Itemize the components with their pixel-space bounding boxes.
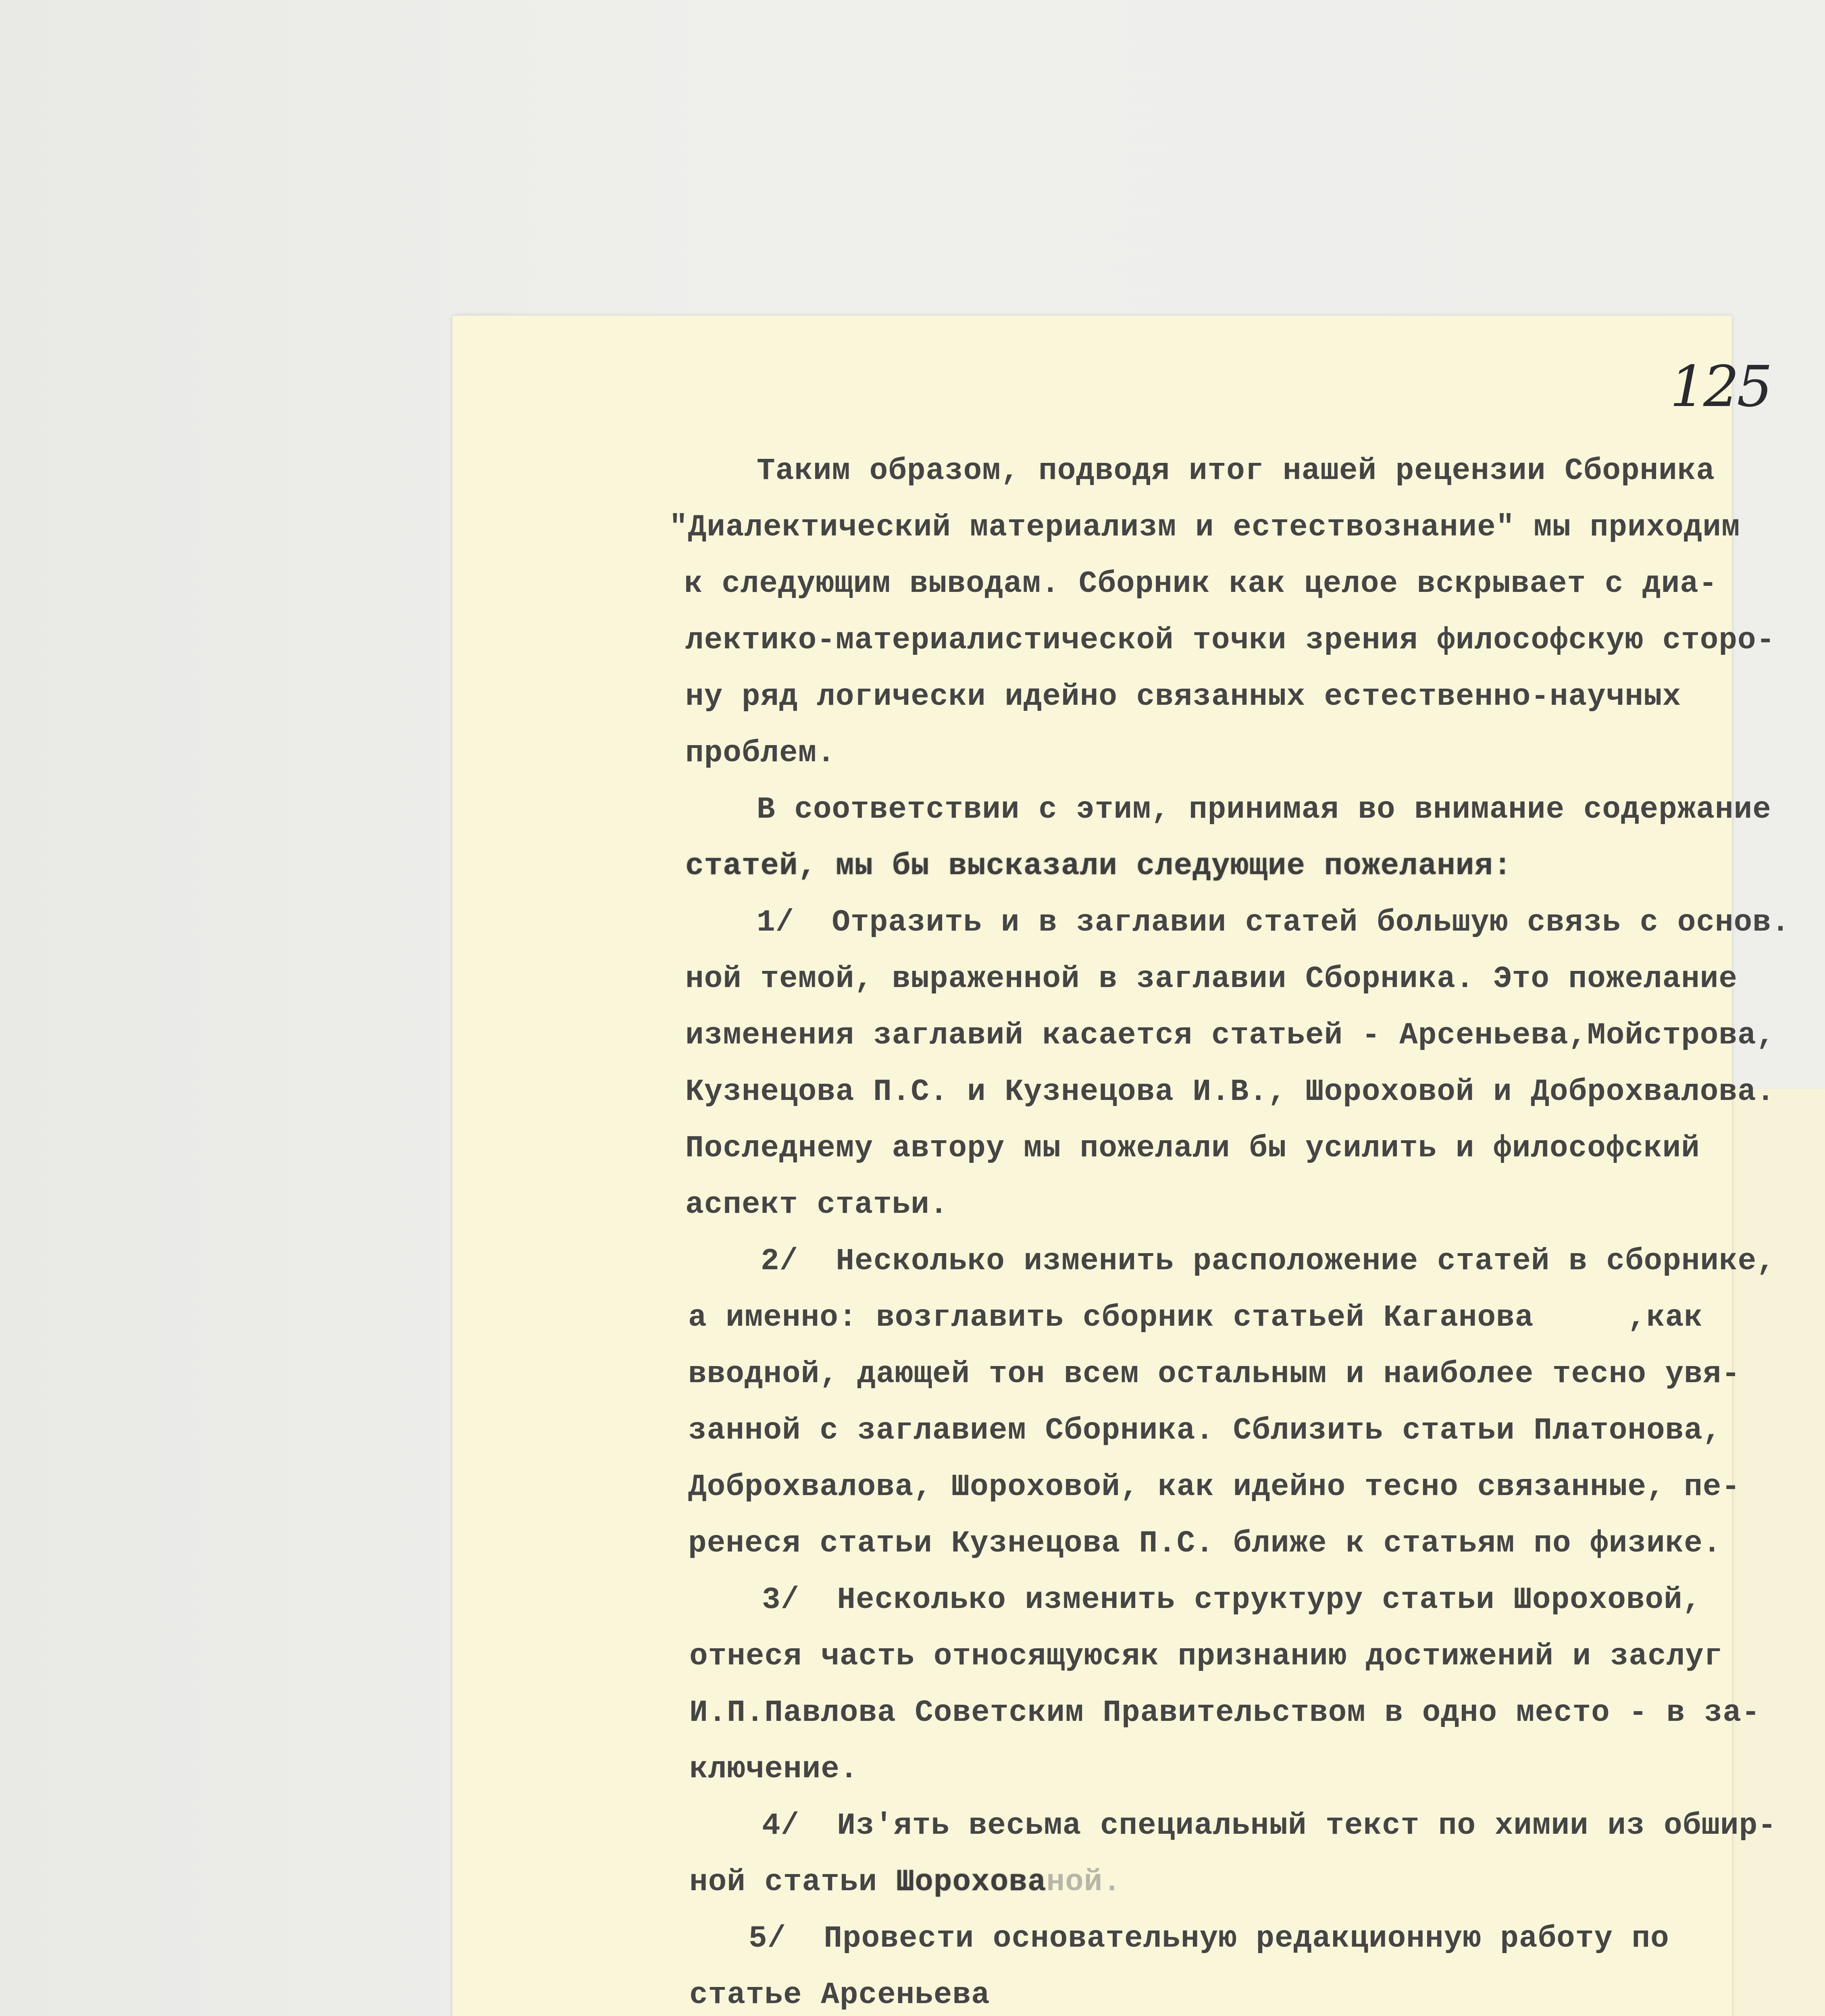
text-line: ренеся статьи Кузнецова П.С. ближе к статьям по физике.	[688, 1526, 1722, 1561]
text-line: 1/ Отразить и в заглавии статей большую связь с основ.	[757, 905, 1790, 940]
typewritten-page	[452, 316, 1790, 2016]
text-line: И.П.Павлова Советским Правительством в одно место - в за-	[689, 1695, 1760, 1730]
text-line: В соответствии с этим, принимая во внимание содержание	[757, 792, 1771, 827]
text-line: Таким образом, подводя итог нашей рецензии Сборника	[757, 454, 1715, 488]
text-line: 5/ Провести основательную редакционную работу по	[749, 1921, 1669, 1956]
overtyped-name: Шорохова	[896, 1865, 1047, 1899]
page-number: 125	[1670, 354, 1771, 420]
text-line: лектико-материалистической точки зрения философскую сторо-	[685, 623, 1775, 658]
text-fragment: ной статьи	[689, 1865, 878, 1899]
text-line: Доброхвалова, Шороховой, как идейно тесно связанные, пе-	[688, 1470, 1741, 1504]
text-line: изменения заглавий касается статьей - Арсеньева,Мойстрова,	[685, 1018, 1775, 1053]
text-line	[689, 1867, 1122, 1897]
text-line: статей, мы бы высказали следующие пожелания:	[685, 849, 1512, 883]
text-line: ну ряд логически идейно связанных естественно-научных	[685, 679, 1681, 714]
text-line: ной темой, выраженной в заглавии Сборника. Это пожелание	[685, 962, 1738, 996]
text-line: вводной, дающей тон всем остальным и наиболее тесно увя-	[688, 1357, 1741, 1391]
text-line: проблем.	[685, 736, 836, 771]
text-line: к следующим выводам. Сборник как целое вскрывает с диа-	[684, 566, 1718, 601]
text-line: ключение.	[689, 1752, 859, 1787]
text-line: 3/ Несколько изменить структуру статьи Шороховой,	[762, 1583, 1702, 1617]
text-line: 4/ Из'ять весьма специальный текст по химии из обшир-	[762, 1808, 1777, 1843]
text-line: статье Арсеньева	[689, 1978, 990, 2012]
document-body	[452, 316, 1790, 2016]
text-line: аспект статьи.	[685, 1187, 949, 1222]
text-line: а именно: возглавить сборник статьей Каганова ,как	[688, 1300, 1703, 1335]
text-line: Последнему автору мы пожелали бы усилить и философский	[685, 1131, 1700, 1166]
faded-name: ной.	[1046, 1865, 1122, 1899]
underlying-sheet-edge	[1725, 1089, 1825, 2016]
text-line: 2/ Несколько изменить расположение статей в сборнике,	[761, 1244, 1775, 1279]
text-line: занной с заглавием Сборника. Сблизить статьи Платонова,	[688, 1413, 1722, 1448]
text-line: "Диалектический материализм и естествознание" мы приходим	[669, 510, 1740, 545]
text-line: отнеся часть относящуюсяк признанию достижений и заслуг	[689, 1639, 1723, 1674]
text-line: Кузнецова П.С. и Кузнецова И.В., Шороховой и Доброхвалова.	[685, 1075, 1775, 1109]
